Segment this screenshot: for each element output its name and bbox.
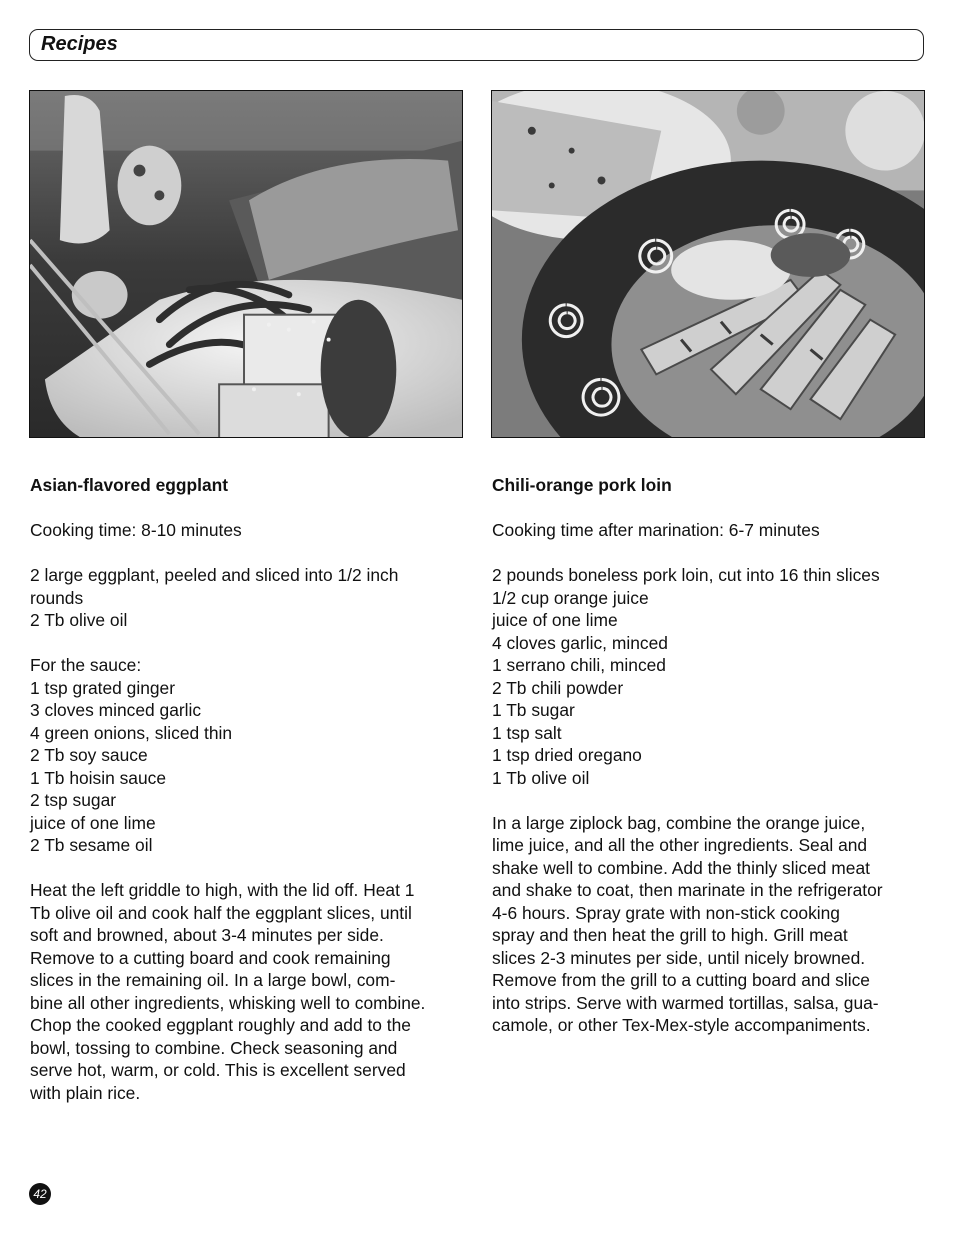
ingredient-line: 1 tsp dried oregano [492, 745, 642, 765]
sauce-heading: For the sauce: [30, 655, 142, 675]
direction-line: and shake to coat, then marinate in the refrigerator [492, 880, 883, 900]
section-title: Recipes [41, 33, 118, 55]
direction-line: Chop the cooked eggplant roughly and add to the [30, 1015, 411, 1035]
ingredient-line: 2 pounds boneless pork loin, cut into 16 thin slices [492, 565, 880, 585]
direction-line: Remove to a cutting board and cook remaining [30, 947, 391, 968]
direction-line: In a large ziplock bag, combine the orange juice, [492, 812, 866, 833]
direction-line: bine all other ingredients, whisking well to combine. [30, 992, 426, 1013]
page-number-badge: 42 [29, 1183, 51, 1205]
ingredient-line: 1 Tb sugar [492, 700, 575, 720]
recipe-title: Chili-orange pork loin [492, 475, 672, 495]
direction-line: lime juice, and all the other ingredients. Seal and [492, 835, 868, 855]
ingredient-line: 2 Tb chili powder [492, 677, 624, 698]
sauce-ingredient: 1 Tb hoisin sauce [30, 767, 166, 788]
cooking-time: Cooking time: 8-10 minutes [30, 520, 242, 540]
recipe-title: Asian-flavored eggplant [30, 475, 229, 495]
direction-line: spray and then heat the grill to high. Grill meat [492, 925, 848, 945]
direction-line: soft and browned, about 3-4 minutes per side. [30, 925, 384, 945]
ingredient-line: 1 Tb olive oil [492, 767, 590, 788]
sauce-ingredient: juice of one lime [30, 812, 156, 833]
sauce-ingredient: 2 Tb sesame oil [30, 835, 153, 855]
sauce-ingredient: 4 green onions, sliced thin [30, 722, 233, 743]
ingredient-line: rounds [30, 587, 84, 608]
direction-line: Heat the left griddle to high, with the lid off. Heat 1 [30, 880, 415, 900]
eggplant-recipe [30, 474, 470, 1104]
direction-line: serve hot, warm, or cold. This is excellent served [30, 1060, 406, 1080]
direction-line: with plain rice. [30, 1082, 141, 1103]
section-header [29, 29, 924, 61]
sauce-ingredient: 2 Tb soy sauce [30, 745, 148, 765]
direction-line: slices in the remaining oil. In a large bowl, com- [30, 970, 396, 990]
sauce-ingredient: 3 cloves minced garlic [30, 700, 202, 720]
ingredient-line: 1/2 cup orange juice [492, 587, 649, 608]
sauce-ingredient: 2 tsp sugar [30, 790, 117, 810]
pork-loin-dish-photo [491, 90, 925, 438]
direction-line: Tb olive oil and cook half the eggplant slices, until [30, 902, 412, 923]
direction-line: Remove from the grill to a cutting board and slice [492, 970, 870, 990]
direction-line: bowl, tossing to combine. Check seasoning and [30, 1037, 398, 1058]
ingredient-line: 2 large eggplant, peeled and sliced into 1/2 inch [30, 565, 399, 585]
pork-loin-recipe [492, 474, 924, 1037]
sauce-ingredient: 1 tsp grated ginger [30, 677, 176, 698]
ingredient-line: 2 Tb olive oil [30, 610, 128, 630]
direction-line: camole, or other Tex-Mex-style accompaniments. [492, 1015, 871, 1035]
direction-line: into strips. Serve with warmed tortillas, salsa, gua- [492, 992, 879, 1013]
cooking-time: Cooking time after marination: 6-7 minutes [492, 520, 820, 540]
direction-line: slices 2-3 minutes per side, until nicely browned. [492, 947, 866, 968]
ingredient-line: juice of one lime [492, 610, 618, 630]
direction-line: shake well to combine. Add the thinly sliced meat [492, 857, 870, 878]
eggplant-dish-photo [29, 90, 463, 438]
direction-line: 4-6 hours. Spray grate with non-stick cooking [492, 902, 840, 923]
ingredient-line: 4 cloves garlic, minced [492, 632, 668, 653]
ingredient-line: 1 serrano chili, minced [492, 655, 666, 675]
ingredient-line: 1 tsp salt [492, 722, 562, 743]
